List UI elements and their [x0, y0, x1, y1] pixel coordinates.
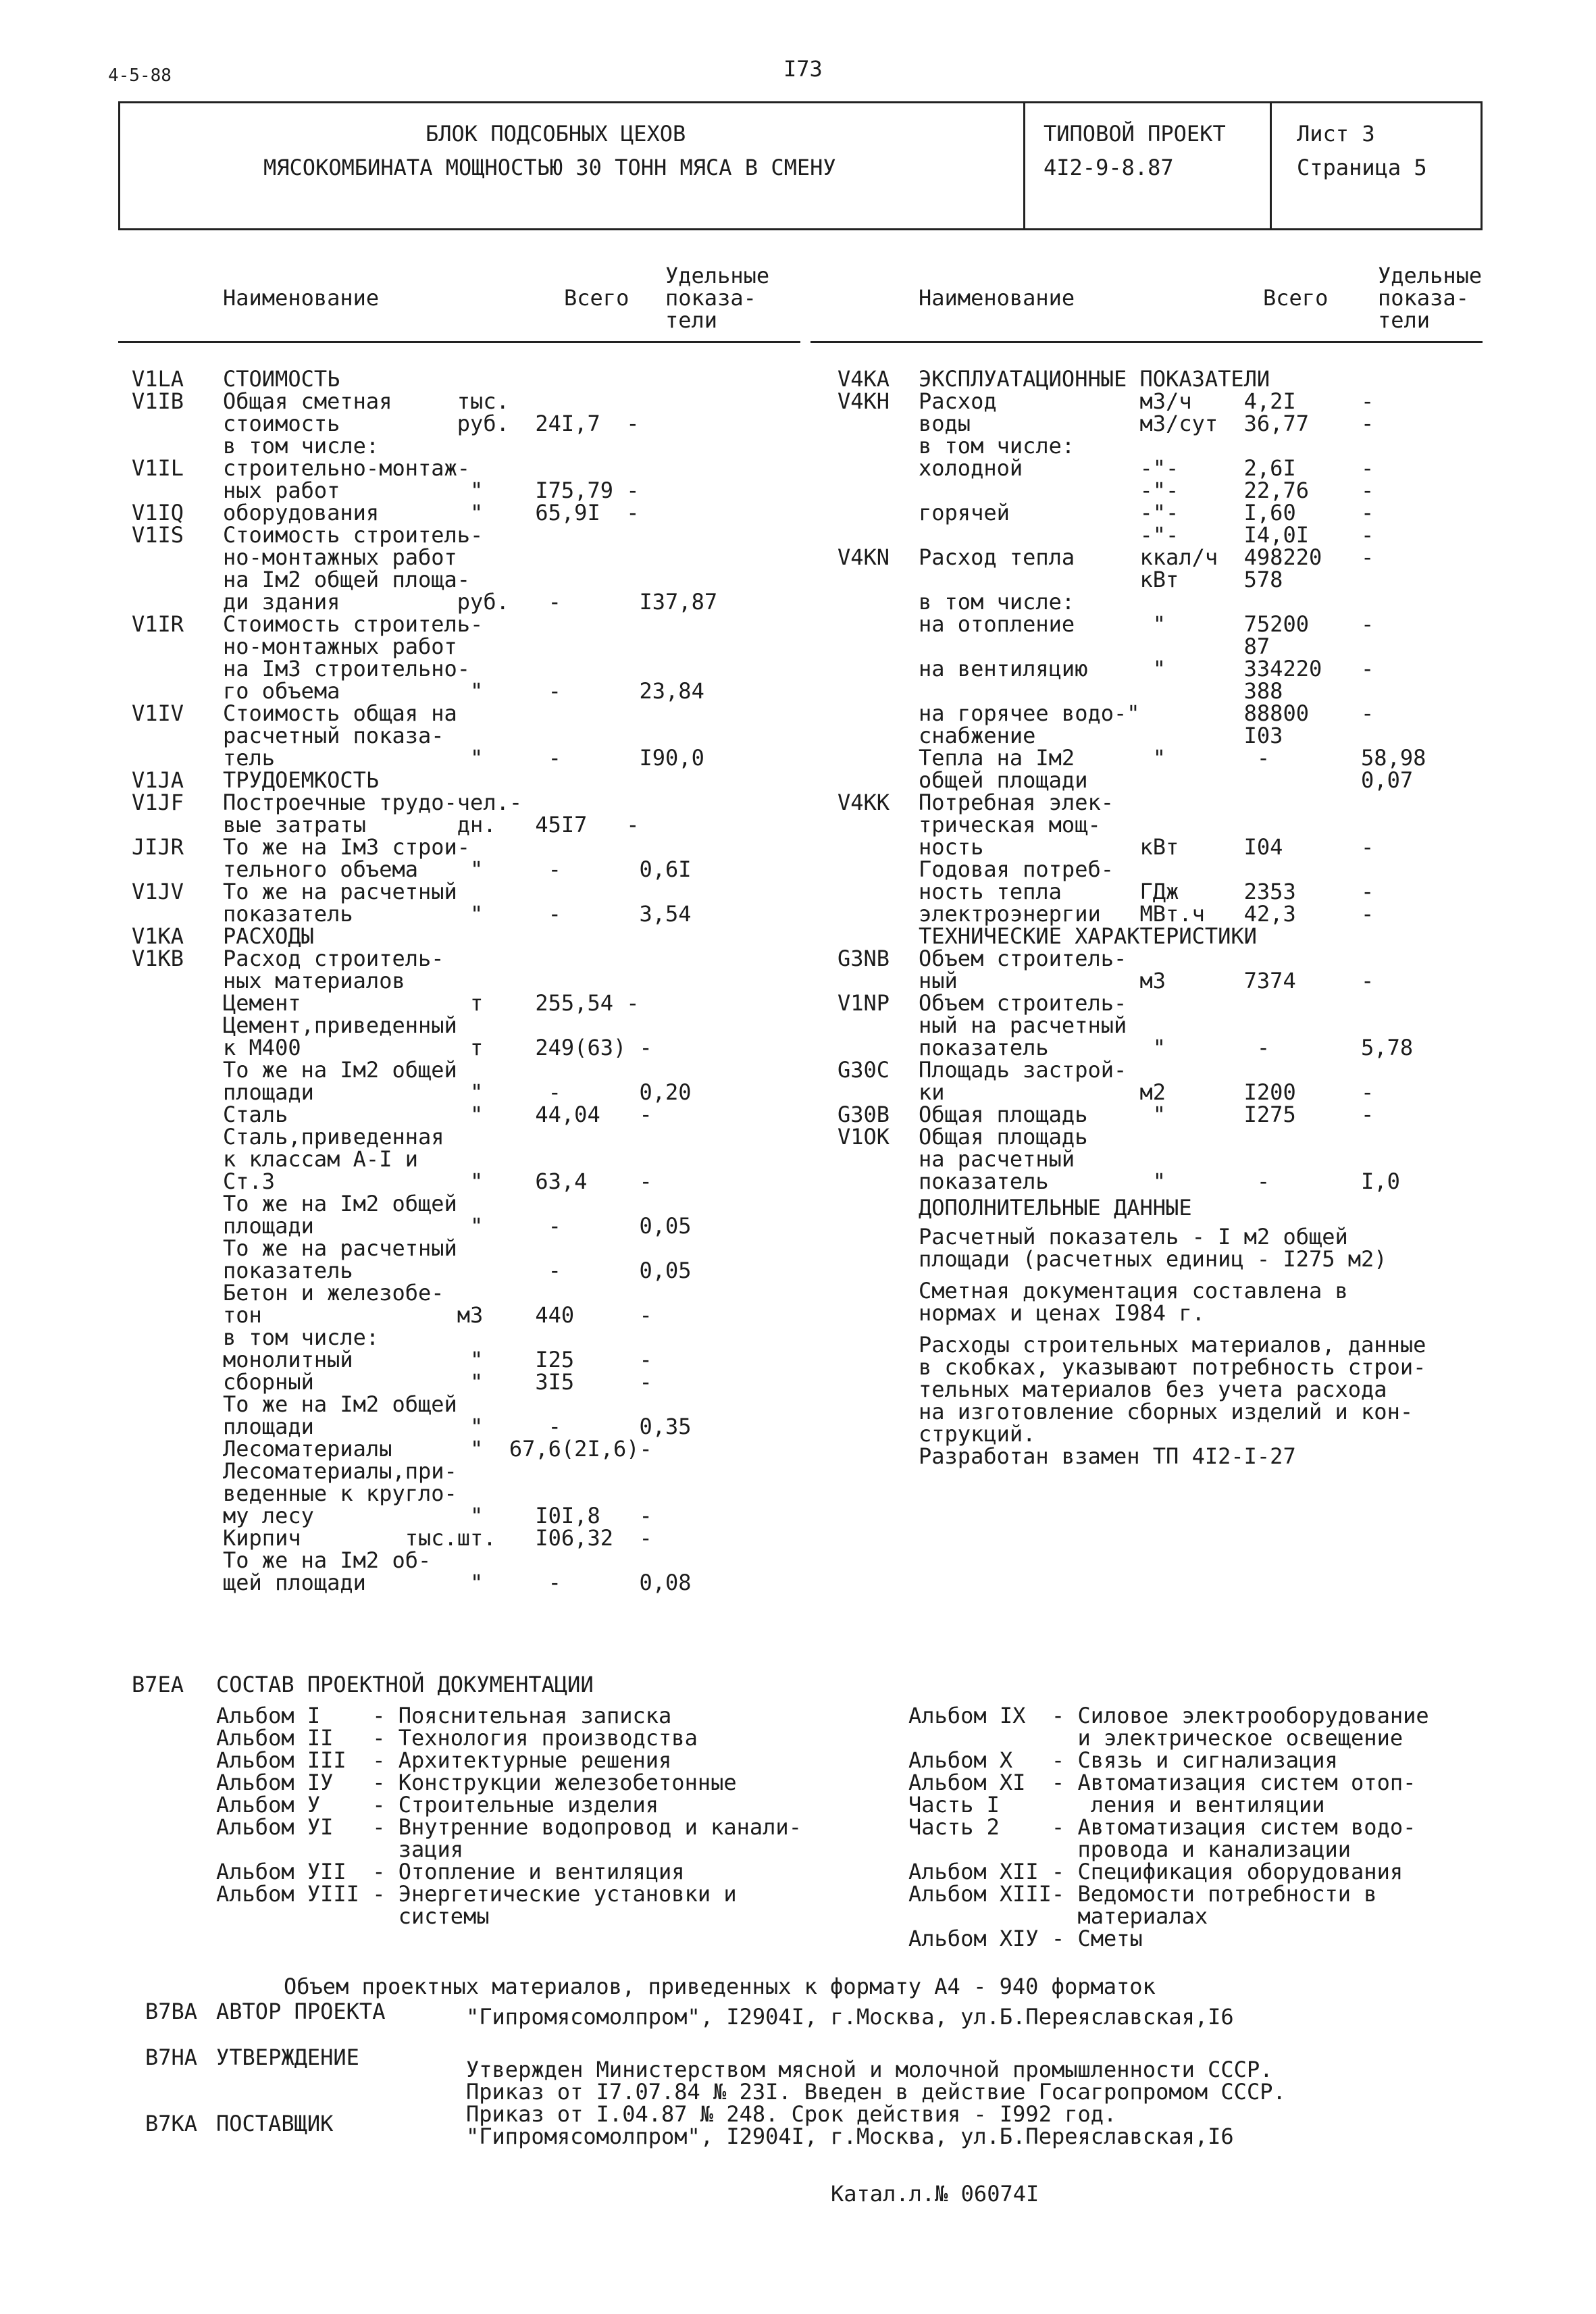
paragraph-line: на изготовление сборных изделий и кон-: [919, 1399, 1414, 1424]
row-code: V1IQ: [132, 500, 184, 525]
row-text: Стоимость общая на: [223, 700, 457, 726]
row-text: То же на Iм2 общей: [223, 1057, 457, 1083]
composition-item: Альбом I - Пояснительная записка: [216, 1703, 672, 1728]
row-text: ность кВт I04 -: [919, 834, 1374, 860]
composition-item: Альбом УI - Внутренние водопровод и канали-: [216, 1814, 802, 1840]
row-text: оборудования " 65,9I -: [223, 500, 640, 525]
column-specific: Удельные: [665, 263, 770, 288]
composition-item: Часть 2 - Автоматизация систем водо-: [908, 1814, 1416, 1840]
row-text: -"- I4,0I -: [919, 522, 1374, 548]
frame-top: [118, 101, 1483, 103]
row-text: электроэнергии МВт.ч 42,3 -: [919, 901, 1374, 927]
row-code: JIJR: [132, 834, 184, 860]
composition-item: Альбом III - Архитектурные решения: [216, 1747, 672, 1773]
approval-line: Утвержден Министерством мясной и молочной промышленности СССР.: [466, 2057, 1273, 2082]
row-text: общей площади 0,07: [919, 767, 1414, 793]
row-text: монолитный " I25 -: [223, 1347, 652, 1372]
frame-divider-2: [1270, 101, 1272, 230]
column-specific: показа-: [665, 285, 756, 311]
column-name: Наименование: [919, 285, 1075, 311]
composition-item: Альбом У - Строительные изделия: [216, 1792, 659, 1818]
row-text: ди здания руб. - I37,87: [223, 589, 718, 615]
row-text: Построечные трудо-чел.-: [223, 790, 523, 815]
row-text: показатель " - 3,54: [223, 901, 692, 927]
paragraph-line: Сметная документация составлена в: [919, 1278, 1348, 1304]
composition-item: Альбом IX - Силовое электрооборудование: [908, 1703, 1429, 1728]
row-text: воды м3/сут 36,77 -: [919, 411, 1374, 436]
row-text: на отопление " 75200 -: [919, 611, 1374, 637]
volume-note: Объем проектных материалов, приведенных к формату А4 - 940 форматок: [284, 1974, 1156, 1999]
row-code: V1IR: [132, 611, 184, 637]
column-specific: тели: [665, 307, 718, 333]
row-text: То же на расчетный: [223, 1235, 457, 1261]
row-text: ЭКСПЛУАТАЦИОННЫЕ ПОКАЗАТЕЛИ: [919, 366, 1270, 392]
row-text: го объема " - 23,84: [223, 678, 704, 704]
row-text: То же на IмЗ строи-: [223, 834, 471, 860]
frame-divider-1: [1023, 101, 1025, 230]
column-specific: Удельные: [1378, 263, 1483, 288]
column-name: Наименование: [223, 285, 380, 311]
row-text: Лесоматериалы,при-: [223, 1458, 457, 1484]
row-text: на IмЗ строительно-: [223, 656, 471, 682]
row-text: Сталь " 44,04 -: [223, 1102, 652, 1127]
paragraph-line: нормах и ценах I984 г.: [919, 1300, 1205, 1326]
row-text: Лесоматериалы " 67,6(2I,6)-: [223, 1436, 652, 1462]
author-label: АВТОР ПРОЕКТА: [216, 1999, 386, 2024]
row-text: РАСХОДЫ: [223, 923, 314, 949]
composition-item: Альбом XII - Спецификация оборудования: [908, 1859, 1404, 1884]
catalog-number: Катал.л.№ 06074I: [831, 2181, 1039, 2207]
row-code: G30B: [838, 1102, 890, 1127]
frame-right: [1481, 101, 1483, 230]
author-text: "Гипромясомолпром", I2904I, г.Москва, ул.Б.Переяславская,I6: [466, 2004, 1234, 2030]
title-line-2: МЯСОКОМБИНАТА МОЩНОСТЬЮ 30 ТОНН МЯСА В СМЕНУ: [263, 155, 836, 180]
row-text: на расчетный: [919, 1146, 1075, 1172]
row-text: показатель " - I,0: [919, 1168, 1400, 1194]
row-text: тон м3 440 -: [223, 1302, 652, 1328]
column-specific: показа-: [1378, 285, 1469, 311]
row-text: на Iм2 общей площа-: [223, 567, 471, 592]
row-text: Сталь,приведенная: [223, 1124, 444, 1150]
row-text: Годовая потреб-: [919, 856, 1114, 882]
row-text: Общая площадь: [919, 1124, 1088, 1150]
row-text: 87: [919, 634, 1270, 659]
row-text: То же на Iм2 об-: [223, 1547, 432, 1573]
row-code: V4KA: [838, 366, 890, 392]
right-header-rule: [810, 341, 1483, 343]
row-text: Потребная элек-: [919, 790, 1114, 815]
row-text: на горячее водо-" 88800 -: [919, 700, 1374, 726]
row-code: V4KH: [838, 388, 890, 414]
row-text: но-монтажных работ: [223, 634, 457, 659]
row-text: Кирпич тыс.шт. I06,32 -: [223, 1525, 652, 1551]
row-text: СТОИМОСТЬ: [223, 366, 340, 392]
row-text: вые затраты дн. 45I7 -: [223, 812, 640, 838]
row-text: Бетон и железобе-: [223, 1280, 444, 1306]
row-code: V1JA: [132, 767, 184, 793]
row-text: показатель - 0,05: [223, 1258, 692, 1283]
frame-bottom: [118, 228, 1483, 230]
row-text: Площадь застрой-: [919, 1057, 1127, 1083]
row-text: То же на расчетный: [223, 879, 457, 904]
row-text: снабжение I03: [919, 723, 1283, 748]
row-text: Расход м3/ч 4,2I -: [919, 388, 1374, 414]
row-text: холодной -"- 2,6I -: [919, 455, 1374, 481]
paragraph-line: Расходы строительных материалов, данные: [919, 1332, 1426, 1358]
row-text: Стоимость строитель-: [223, 522, 484, 548]
row-text: Расход строитель-: [223, 946, 444, 971]
row-text: -"- 22,76 -: [919, 478, 1374, 503]
supplier-code: B7KA: [145, 2111, 198, 2136]
paragraph-line: тельных материалов без учета расхода: [919, 1377, 1387, 1402]
row-code: V1KA: [132, 923, 184, 949]
row-text: ных материалов: [223, 968, 405, 994]
paragraph-line: площади (расчетных единиц - I275 м2): [919, 1246, 1387, 1272]
row-text: ТРУДОЕМКОСТЬ: [223, 767, 380, 793]
supplier-text: "Гипромясомолпром", I2904I, г.Москва, ул.Б.Переяславская,I6: [466, 2124, 1234, 2149]
row-code: V1IS: [132, 522, 184, 548]
column-total: Всего: [564, 285, 629, 311]
left-header-rule: [118, 341, 800, 343]
row-text: 388: [919, 678, 1283, 704]
paragraph-line: Разработан взамен ТП 4I2-I-27: [919, 1443, 1296, 1469]
row-code: V1KB: [132, 946, 184, 971]
row-text: к М400 т 249(63) -: [223, 1035, 652, 1060]
row-code: V1NP: [838, 990, 890, 1016]
row-text: горячей -"- I,60 -: [919, 500, 1374, 525]
composition-item: Альбом XIII- Ведомости потребности в: [908, 1881, 1377, 1907]
sheet-label: Лист 3: [1297, 121, 1375, 147]
row-text: ность тепла ГДж 2353 -: [919, 879, 1374, 904]
row-text: То же на Iм2 общей: [223, 1391, 457, 1417]
approval-line: Приказ от I.04.87 № 248. Срок действия - I992 год.: [466, 2101, 1117, 2127]
section-code: B7EA: [132, 1672, 184, 1697]
section-title: ТЕХНИЧЕСКИЕ ХАРАКТЕРИСТИКИ: [919, 923, 1257, 949]
row-text: в том числе:: [919, 589, 1075, 615]
row-text: строительно-монтаж-: [223, 455, 471, 481]
composition-item: Часть I ления и вентиляции: [908, 1792, 1325, 1818]
page-number: I73: [783, 56, 823, 82]
page-label: Страница 5: [1297, 155, 1427, 180]
composition-item: Альбом XI - Автоматизация систем отоп-: [908, 1770, 1416, 1795]
row-text: в том числе:: [223, 1325, 380, 1350]
row-text: расчетный показа-: [223, 723, 444, 748]
row-text: Тепла на Iм2 " - 58,98: [919, 745, 1426, 771]
row-code: V4KN: [838, 544, 890, 570]
row-code: V1IV: [132, 700, 184, 726]
approval-code: B7HA: [145, 2045, 198, 2070]
project-label: ТИПОВОЙ ПРОЕКТ: [1044, 121, 1226, 147]
section-title: СОСТАВ ПРОЕКТНОЙ ДОКУМЕНТАЦИИ: [216, 1672, 594, 1697]
composition-item: Альбом IУ - Конструкции железобетонные: [216, 1770, 737, 1795]
composition-item: провода и канализации: [908, 1836, 1352, 1862]
row-text: площади " - 0,20: [223, 1079, 692, 1105]
title-line-1: БЛОК ПОДСОБНЫХ ЦЕХОВ: [426, 121, 686, 147]
row-text: щей площади " - 0,08: [223, 1570, 692, 1595]
project-number: 4I2-9-8.87: [1044, 155, 1174, 180]
document-code: 4-5-88: [108, 66, 172, 86]
author-code: B7BA: [145, 1999, 198, 2024]
row-text: но-монтажных работ: [223, 544, 457, 570]
row-text: трическая мощ-: [919, 812, 1101, 838]
row-text: к классам А-I и: [223, 1146, 418, 1172]
row-code: G30C: [838, 1057, 890, 1083]
composition-item: и электрическое освещение: [908, 1725, 1404, 1751]
row-text: на вентиляцию " 334220 -: [919, 656, 1374, 682]
row-text: То же на Iм2 общей: [223, 1191, 457, 1216]
section-title: ДОПОЛНИТЕЛЬНЫЕ ДАННЫЕ: [919, 1195, 1192, 1220]
row-text: веденные к кругло-: [223, 1481, 457, 1506]
composition-item: материалах: [908, 1903, 1208, 1929]
row-code: V1IL: [132, 455, 184, 481]
row-code: V1OK: [838, 1124, 890, 1150]
approval-line: Приказ от I7.07.84 № 23I. Введен в действие Госагропромом СССР.: [466, 2079, 1286, 2105]
row-text: сборный " 3I5 -: [223, 1369, 652, 1395]
paragraph-line: струкций.: [919, 1421, 1036, 1447]
row-text: Объем строитель-: [919, 946, 1127, 971]
row-text: ный м3 7374 -: [919, 968, 1374, 994]
composition-item: Альбом УII - Отопление и вентиляция: [216, 1859, 685, 1884]
row-code: V4KK: [838, 790, 890, 815]
row-text: Объем строитель-: [919, 990, 1127, 1016]
composition-item: Альбом XIУ - Сметы: [908, 1926, 1143, 1951]
row-code: V1LA: [132, 366, 184, 392]
row-text: в том числе:: [919, 433, 1075, 459]
composition-item: Альбом X - Связь и сигнализация: [908, 1747, 1338, 1773]
row-text: тельного объема " - 0,6I: [223, 856, 692, 882]
row-text: Стоимость строитель-: [223, 611, 484, 637]
row-text: площади " - 0,35: [223, 1414, 692, 1439]
row-text: Расход тепла ккал/ч 498220 -: [919, 544, 1374, 570]
row-text: ки м2 I200 -: [919, 1079, 1374, 1105]
row-code: V1IB: [132, 388, 184, 414]
row-text: Ст.3 " 63,4 -: [223, 1168, 652, 1194]
row-text: ных работ " I75,79 -: [223, 478, 640, 503]
approval-label: УТВЕРЖДЕНИЕ: [216, 2045, 359, 2070]
row-code: V1JV: [132, 879, 184, 904]
row-code: V1JF: [132, 790, 184, 815]
row-text: тель " - I90,0: [223, 745, 704, 771]
row-text: Общая площадь " I275 -: [919, 1102, 1374, 1127]
frame-left: [118, 101, 120, 230]
column-specific: тели: [1378, 307, 1431, 333]
row-text: ный на расчетный: [919, 1012, 1127, 1038]
row-text: Цемент т 255,54 -: [223, 990, 640, 1016]
row-text: в том числе:: [223, 433, 380, 459]
row-text: му лесу " I0I,8 -: [223, 1503, 652, 1528]
composition-item: системы: [216, 1903, 490, 1929]
column-total: Всего: [1263, 285, 1329, 311]
supplier-label: ПОСТАВЩИК: [216, 2111, 334, 2136]
row-text: показатель " - 5,78: [919, 1035, 1414, 1060]
row-text: площади " - 0,05: [223, 1213, 692, 1239]
row-text: Общая сметная тыс.: [223, 388, 509, 414]
composition-item: Альбом УIII - Энергетические установки и: [216, 1881, 737, 1907]
row-text: кВт 578: [919, 567, 1283, 592]
row-code: G3NB: [838, 946, 890, 971]
row-text: Цемент,приведенный: [223, 1012, 457, 1038]
composition-item: зация: [216, 1836, 464, 1862]
paragraph-line: в скобках, указывают потребность строи-: [919, 1354, 1426, 1380]
row-text: стоимость руб. 24I,7 -: [223, 411, 640, 436]
paragraph-line: Расчетный показатель - I м2 общей: [919, 1224, 1348, 1250]
composition-item: Альбом II - Технология производства: [216, 1725, 698, 1751]
